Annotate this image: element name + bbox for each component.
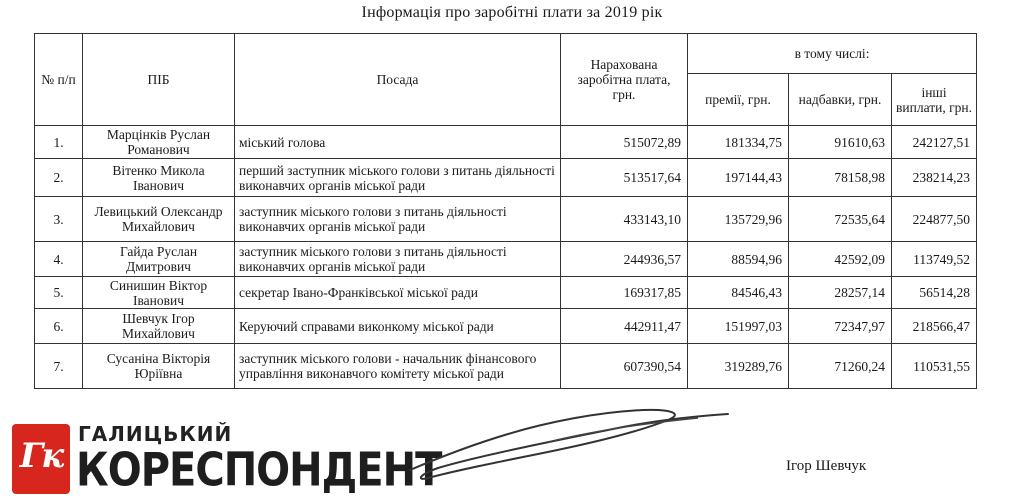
cell-name: Шевчук Ігор Михайлович [83, 309, 235, 344]
logo-bottom-text: КОРЕСПОНДЕНТ [76, 444, 442, 497]
header-position: Посада [235, 34, 561, 126]
cell-accrued: 169317,85 [561, 277, 688, 309]
cell-name: Левицький Олександр Михайлович [83, 197, 235, 242]
cell-accrued: 607390,54 [561, 344, 688, 389]
header-including: в тому числі: [688, 34, 977, 74]
cell-name: Синишин Віктор Іванович [83, 277, 235, 309]
header-other: інші виплати, грн. [892, 74, 977, 126]
logo-mark-box [12, 424, 70, 494]
cell-accrued: 433143,10 [561, 197, 688, 242]
header-bonuses: премії, грн. [688, 74, 789, 126]
table-row [35, 197, 977, 242]
cell-other: 238214,23 [892, 159, 977, 197]
cell-other: 113749,52 [892, 242, 977, 277]
cell-allowances: 71260,24 [789, 344, 892, 389]
cell-other: 56514,28 [892, 277, 977, 309]
table-row [35, 159, 977, 197]
header-allowances: надбавки, грн. [789, 74, 892, 126]
cell-position: заступник міського голови з питань діяльності виконавчих органів міської ради [235, 242, 561, 277]
cell-bonuses: 88594,96 [688, 242, 789, 277]
cell-allowances: 28257,14 [789, 277, 892, 309]
document-title: Інформація про заробітні плати за 2019 рік [361, 4, 663, 21]
cell-name: Гайда Руслан Дмитрович [83, 242, 235, 277]
cell-bonuses: 151997,03 [688, 309, 789, 344]
cell-position: перший заступник міського голови з питань діяльності виконавчих органів міської ради [235, 159, 561, 197]
header-accrued: Нарахована заробітна плата, грн. [561, 34, 688, 126]
cell-bonuses: 181334,75 [688, 126, 789, 159]
cell-name: Марцінків Руслан Романович [83, 126, 235, 159]
cell-position: міський голова [235, 126, 561, 159]
cell-name: Сусаніна Вікторія Юріївна [83, 344, 235, 389]
cell-num: 4. [35, 242, 83, 277]
cell-num: 5. [35, 277, 83, 309]
header-row [35, 34, 977, 74]
cell-accrued: 513517,64 [561, 159, 688, 197]
header-num: № п/п [35, 34, 83, 126]
cell-bonuses: 84546,43 [688, 277, 789, 309]
cell-position: Керуючий справами виконкому міської ради [235, 309, 561, 344]
cell-allowances: 91610,63 [789, 126, 892, 159]
cell-position: секретар Івано-Франківської міської ради [235, 277, 561, 309]
table-row [35, 277, 977, 309]
cell-num: 3. [35, 197, 83, 242]
salary-table [34, 33, 977, 389]
cell-other: 224877,50 [892, 197, 977, 242]
cell-bonuses: 319289,76 [688, 344, 789, 389]
cell-num: 6. [35, 309, 83, 344]
cell-position: заступник міського голови - начальник фінансового управління виконавчого комітету міської ради [235, 344, 561, 389]
signer-name: Ігор Шевчук [786, 458, 867, 474]
cell-allowances: 42592,09 [789, 242, 892, 277]
table-row [35, 344, 977, 389]
table-row [35, 309, 977, 344]
cell-other: 110531,55 [892, 344, 977, 389]
table-row [35, 126, 977, 159]
cell-bonuses: 135729,96 [688, 197, 789, 242]
cell-num: 1. [35, 126, 83, 159]
cell-accrued: 442911,47 [561, 309, 688, 344]
logo-mark: Гк [19, 436, 63, 476]
brand-logo [12, 420, 442, 500]
cell-name: Вітенко Микола Іванович [83, 159, 235, 197]
header-name: ПІБ [83, 34, 235, 126]
table-row [35, 242, 977, 277]
signature-image [398, 398, 738, 488]
cell-allowances: 72535,64 [789, 197, 892, 242]
cell-num: 2. [35, 159, 83, 197]
cell-position: заступник міського голови з питань діяльності виконавчих органів міської ради [235, 197, 561, 242]
cell-other: 242127,51 [892, 126, 977, 159]
cell-allowances: 78158,98 [789, 159, 892, 197]
cell-num: 7. [35, 344, 83, 389]
cell-allowances: 72347,97 [789, 309, 892, 344]
logo-top-text: ГАЛИЦЬКИЙ [78, 422, 233, 446]
cell-bonuses: 197144,43 [688, 159, 789, 197]
cell-other: 218566,47 [892, 309, 977, 344]
cell-accrued: 244936,57 [561, 242, 688, 277]
cell-accrued: 515072,89 [561, 126, 688, 159]
